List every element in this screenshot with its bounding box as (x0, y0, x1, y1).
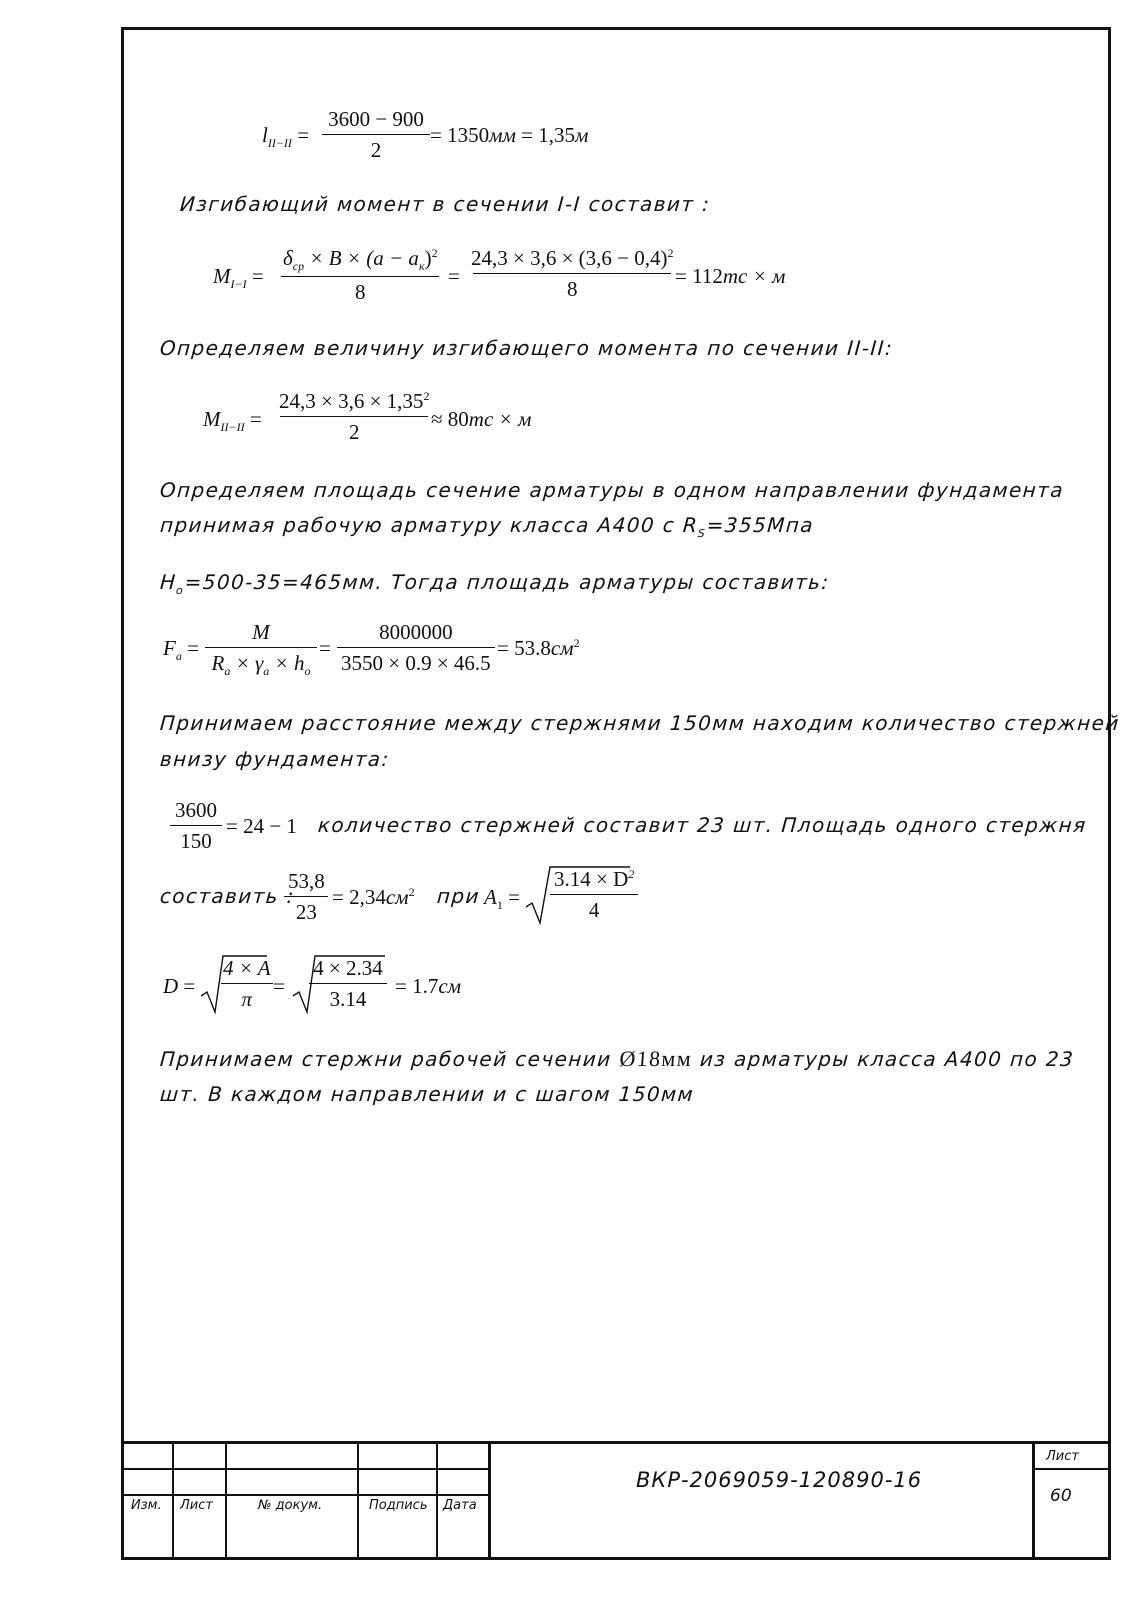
paragraph-bar-count: количество стержней составит 23 шт. Площадь одного стержня (317, 813, 1088, 837)
paragraph-rebar-area-2: принимая рабочую арматуру класса А400 с $R_S=355Мпа$ (159, 513, 815, 540)
paragraph-moment-I-I: Изгибающий момент в сечении I-I составит : (179, 192, 712, 216)
formula-l-II-II: $l_{II-II}$ = $\frac{3600 - 900}{2}$ = 1350мм = 1,35м (262, 107, 589, 162)
formula-bar-count: $\frac{3600}{150}$ = 24 − 1 (170, 798, 310, 858)
document-code: ВКР-2069059-120890-16 (636, 1468, 923, 1492)
label-doc-no: № докум. (258, 1498, 323, 1513)
formula-bar-area: $\frac{53,8}{23}$ = $2,34см^2$ (284, 869, 444, 929)
label-date: Дата (443, 1498, 477, 1513)
paragraph-rebar-area-1: Определяем площадь сечение арматуры в одном направлении фундамента (159, 478, 1065, 502)
paragraph-bar-area: составить : (159, 884, 296, 908)
formula-A1: $A_1$ = $\frac{3.14 \times D^2}{4}$ (484, 863, 644, 929)
formula-F-a: $F_a$ = $\frac{M}{R_a \times \gamma_a \times h_o}$ = $\frac{8000000}{3550 \times 0.9 \times 46.5}$ = $53.8см^2$ (163, 620, 580, 679)
paragraph-conclusion-2: шт. В каждом направлении и с шагом 150мм (159, 1082, 695, 1106)
paragraph-spacing-1: Принимаем расстояние между стержнями 150мм находим количество стержней (159, 711, 1121, 735)
sheet-number: 60 (1050, 1486, 1072, 1506)
formula-D: D = $\frac{4 \times A}{\pi}$ = $\frac{4 \times 2.34}{3.14}$ = 1.7см (163, 954, 503, 1020)
paragraph-conclusion-1: Принимаем стержни рабочей сечении Ø18мм из арматуры класса А400 по 23 (159, 1046, 1076, 1071)
paragraph-moment-II-II: Определяем величину изгибающего момента по сечении II-II: (159, 336, 895, 360)
paragraph-h0: $H_o=500-35=465мм$. Тогда площадь арматуры составить: (159, 570, 831, 597)
formula-M-II-II: $M_{II-II}$ = $\frac{24,3 \times 3,6 \times 1,35^2}{2}$ ≈ 80тс × м (203, 389, 532, 444)
formula-M-I-I: $M_{I-I}$ = $\delta_{ср} \times B \times (a - a_к)^2$ 8 = $\frac{24,3 \times 3,6 \times (3,6 - 0,4)^2}{8}$ = 112тс × м (213, 246, 786, 305)
label-list: Лист (180, 1498, 213, 1513)
paragraph-pri: при (436, 884, 481, 908)
paragraph-spacing-2: внизу фундамента: (159, 747, 391, 771)
label-sheet: Лист (1046, 1449, 1079, 1464)
label-izm: Изм. (131, 1498, 162, 1513)
label-signature: Подпись (369, 1498, 428, 1513)
